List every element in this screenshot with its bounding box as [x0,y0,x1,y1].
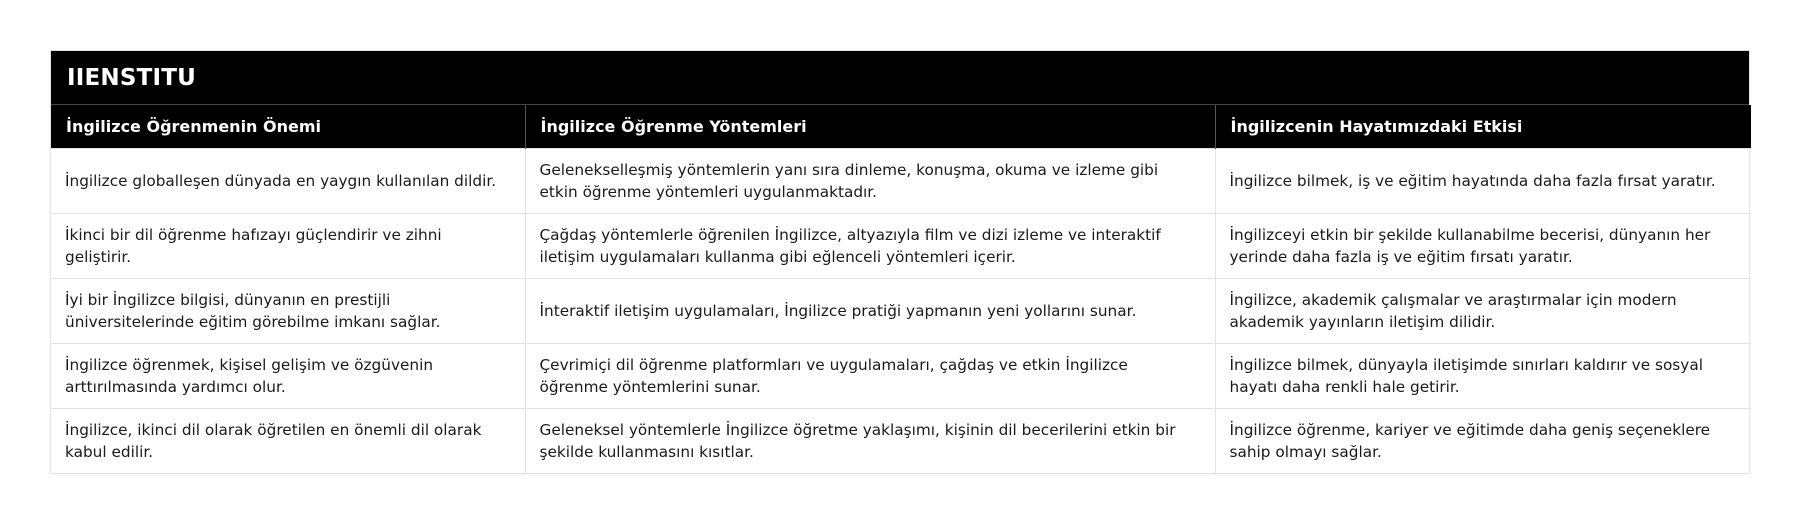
table-cell: İngilizce bilmek, iş ve eğitim hayatında daha fazla fırsat yaratır. [1215,148,1751,213]
table-card [50,50,1750,474]
table-cell: İngilizce öğrenme, kariyer ve eğitimde daha geniş seçeneklere sahip olmayı sağlar. [1215,408,1751,473]
column-header-methods: İngilizce Öğrenme Yöntemleri [525,105,1215,148]
header-row [51,105,1751,148]
table-cell: İngilizce, ikinci dil olarak öğretilen en önemli dil olarak kabul edilir. [51,408,525,473]
table-cell: Çevrimiçi dil öğrenme platformları ve uygulamaları, çağdaş ve etkin İngilizce öğrenme yöntemlerini sunar. [525,343,1215,408]
table-cell: Çağdaş yöntemlerle öğrenilen İngilizce, altyazıyla film ve dizi izleme ve interaktif iletişim uygulamaları kullanma gibi eğlenceli yöntemleri içerir. [525,213,1215,278]
table-cell: İngilizce bilmek, dünyayla iletişimde sınırları kaldırır ve sosyal hayatı daha renkli hale getirir. [1215,343,1751,408]
table-row [51,213,1751,278]
brand-title: IIENSTITU [51,51,1749,105]
comparison-table [51,105,1751,473]
table-cell: Geleneksel yöntemlerle İngilizce öğretme yaklaşımı, kişinin dil becerilerini etkin bir şekilde kullanmasını kısıtlar. [525,408,1215,473]
table-row [51,278,1751,343]
table-row [51,343,1751,408]
table-cell: İyi bir İngilizce bilgisi, dünyanın en prestijli üniversitelerinde eğitim görebilme imkanı sağlar. [51,278,525,343]
table-cell: İngilizceyi etkin bir şekilde kullanabilme becerisi, dünyanın her yerinde daha fazla iş ve eğitim fırsatı yaratır. [1215,213,1751,278]
column-header-impact: İngilizcenin Hayatımızdaki Etkisi [1215,105,1751,148]
column-header-importance: İngilizce Öğrenmenin Önemi [51,105,525,148]
table-cell: İnteraktif iletişim uygulamaları, İngilizce pratiği yapmanın yeni yollarını sunar. [525,278,1215,343]
table-row [51,408,1751,473]
table-cell: İngilizce, akademik çalışmalar ve araştırmalar için modern akademik yayınların iletişim dilidir. [1215,278,1751,343]
table-cell: İngilizce öğrenmek, kişisel gelişim ve özgüvenin arttırılmasında yardımcı olur. [51,343,525,408]
table-cell: Gelenekselleşmiş yöntemlerin yanı sıra dinleme, konuşma, okuma ve izleme gibi etkin öğrenme yöntemleri uygulanmaktadır. [525,148,1215,213]
table-row [51,148,1751,213]
table-cell: İkinci bir dil öğrenme hafızayı güçlendirir ve zihni geliştirir. [51,213,525,278]
table-cell: İngilizce globalleşen dünyada en yaygın kullanılan dildir. [51,148,525,213]
